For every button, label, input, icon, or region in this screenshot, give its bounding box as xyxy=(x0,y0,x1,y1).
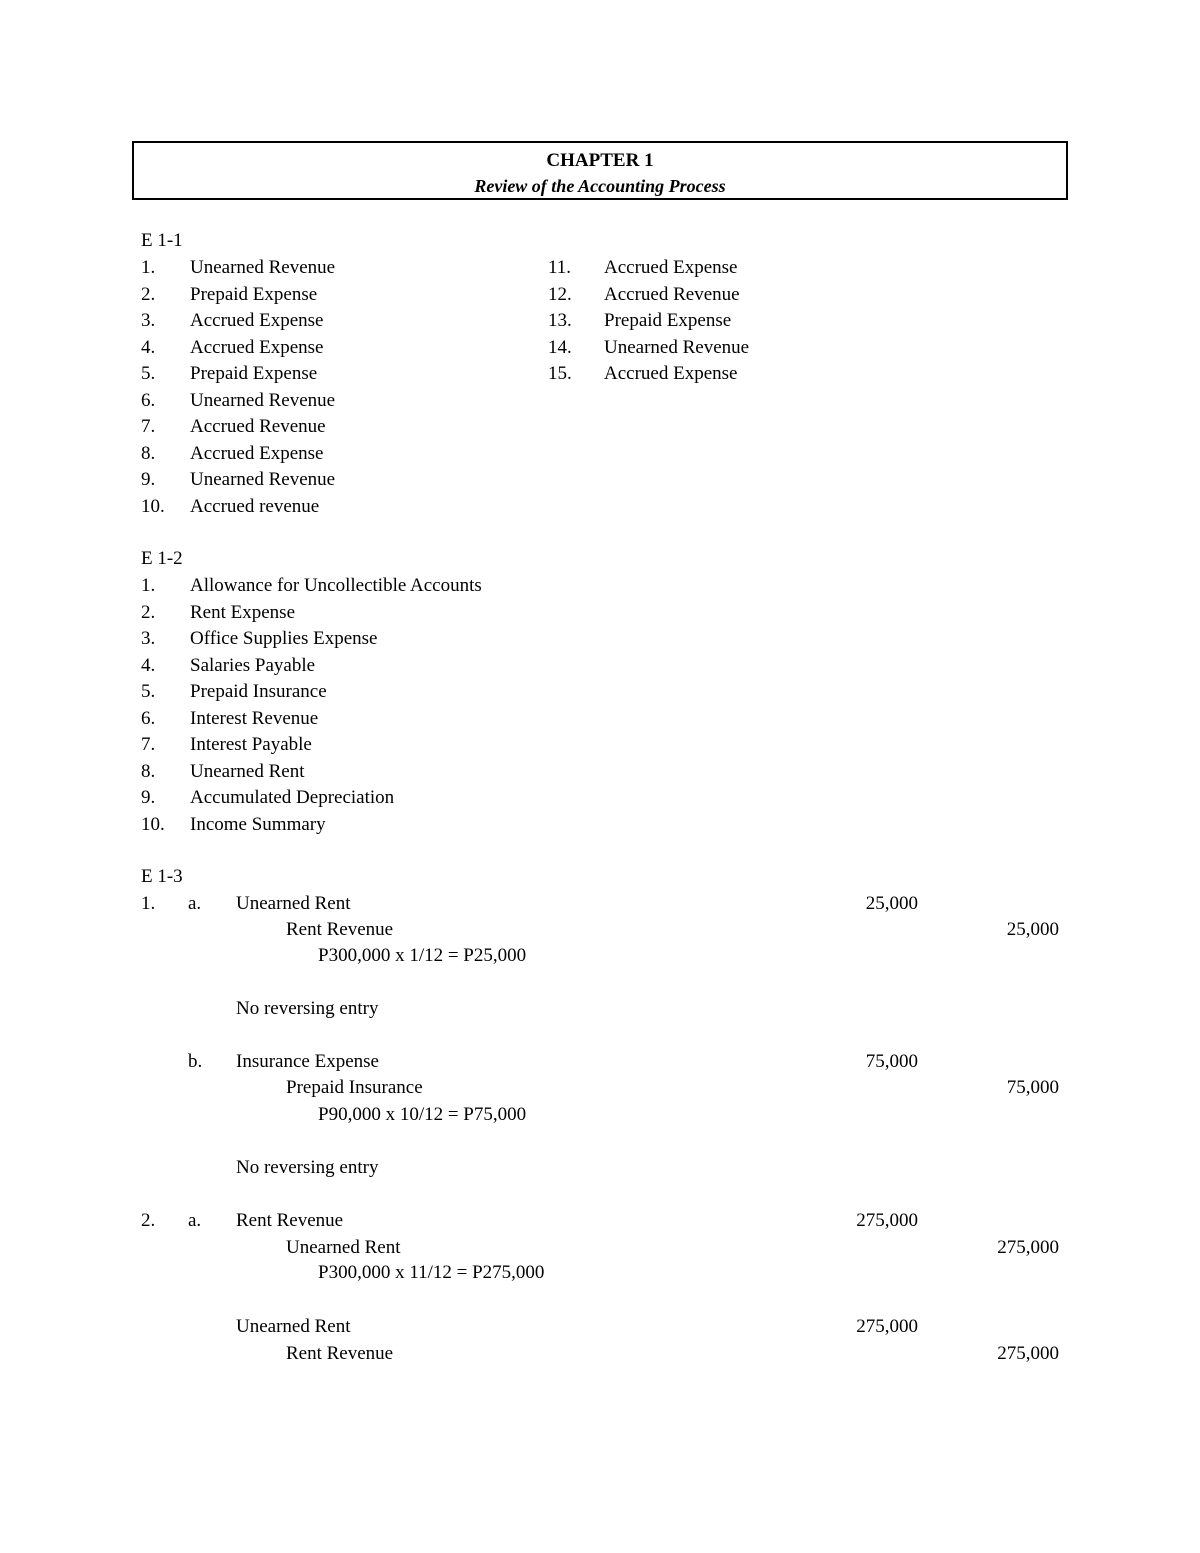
e13-heading: E 1-3 xyxy=(141,866,183,887)
list-item-label: Salaries Payable xyxy=(190,654,316,676)
list-item-label: Accumulated Depreciation xyxy=(190,787,395,808)
list-item-number: 15. xyxy=(548,363,572,384)
list-item-label: Accrued Expense xyxy=(604,257,738,278)
list-item-number: 7. xyxy=(141,734,156,755)
list-item-number: 4. xyxy=(141,654,156,676)
journal-credit-account: Prepaid Insurance xyxy=(286,1077,423,1098)
list-item-label: Prepaid Expense xyxy=(190,363,318,384)
list-item-number: 6. xyxy=(141,389,156,411)
list-item-number: 2. xyxy=(141,601,156,623)
list-item-number: 9. xyxy=(141,469,156,490)
list-item-label: Unearned Revenue xyxy=(190,389,336,411)
list-item-number: 5. xyxy=(141,363,156,384)
list-item-label: Interest Revenue xyxy=(190,707,319,729)
list-item-number: 6. xyxy=(141,707,156,729)
list-item-number: 12. xyxy=(548,283,572,305)
list-item-label: Office Supplies Expense xyxy=(190,628,378,649)
e13-part1b-letter: b. xyxy=(188,1051,203,1072)
list-item-label: Accrued revenue xyxy=(190,495,320,517)
chapter-title: CHAPTER 1 xyxy=(546,150,654,171)
e13-part2-number: 2. xyxy=(141,1210,156,1231)
list-item-label: Prepaid Expense xyxy=(604,310,732,331)
list-item-label: Unearned Rent xyxy=(190,760,305,782)
journal-calculation: P300,000 x 11/12 = P275,000 xyxy=(318,1262,545,1283)
list-item-number: 4. xyxy=(141,336,156,358)
list-item-number: 10. xyxy=(141,495,165,517)
journal-calculation: P90,000 x 10/12 = P75,000 xyxy=(318,1104,527,1125)
e13-part1a-letter: a. xyxy=(188,893,202,914)
list-item-label: Accrued Expense xyxy=(190,442,324,464)
list-item-number: 3. xyxy=(141,310,156,331)
journal-credit-account: Unearned Rent xyxy=(286,1237,401,1258)
journal-debit-account: Insurance Expense xyxy=(236,1051,379,1072)
list-item-label: Prepaid Expense xyxy=(190,283,318,305)
list-item-label: Allowance for Uncollectible Accounts xyxy=(190,575,482,596)
list-item-label: Accrued Expense xyxy=(190,310,324,331)
list-item-label: Unearned Revenue xyxy=(190,257,336,278)
journal-debit-account: Unearned Rent xyxy=(236,1316,351,1337)
list-item-label: Unearned Revenue xyxy=(190,469,336,490)
list-item-number: 7. xyxy=(141,416,156,437)
list-item-number: 2. xyxy=(141,283,156,305)
journal-credit-amount: 275,000 xyxy=(997,1343,1059,1364)
list-item-label: Accrued Expense xyxy=(190,336,324,358)
chapter-subtitle: Review of the Accounting Process xyxy=(474,176,726,196)
journal-note: No reversing entry xyxy=(236,998,379,1019)
journal-credit-amount: 275,000 xyxy=(997,1237,1059,1258)
journal-debit-account: Unearned Rent xyxy=(236,893,351,914)
list-item-label: Income Summary xyxy=(190,813,326,835)
list-item-number: 3. xyxy=(141,628,156,649)
list-item-number: 9. xyxy=(141,787,156,808)
journal-debit-amount: 25,000 xyxy=(865,893,918,914)
chapter-title-box xyxy=(132,141,1068,200)
e12-heading: E 1-2 xyxy=(141,548,183,569)
journal-debit-amount: 275,000 xyxy=(856,1316,918,1337)
journal-debit-amount: 275,000 xyxy=(856,1210,918,1231)
journal-note: No reversing entry xyxy=(236,1157,379,1178)
list-item-label: Accrued Expense xyxy=(604,363,738,384)
list-item-number: 8. xyxy=(141,442,156,464)
journal-credit-amount: 75,000 xyxy=(1006,1077,1059,1098)
list-item-number: 5. xyxy=(141,681,156,702)
e13-part2a-letter: a. xyxy=(188,1210,202,1231)
journal-credit-account: Rent Revenue xyxy=(286,1343,394,1364)
journal-credit-account: Rent Revenue xyxy=(286,919,394,940)
list-item-number: 14. xyxy=(548,336,572,358)
list-item-number: 8. xyxy=(141,760,156,782)
journal-debit-account: Rent Revenue xyxy=(236,1210,344,1231)
list-item-number: 10. xyxy=(141,813,165,835)
journal-calculation: P300,000 x 1/12 = P25,000 xyxy=(318,945,527,966)
list-item-number: 1. xyxy=(141,257,156,278)
list-item-number: 11. xyxy=(548,257,572,278)
journal-credit-amount: 25,000 xyxy=(1006,919,1059,940)
list-item-label: Accrued Revenue xyxy=(190,416,326,437)
e13-part1-number: 1. xyxy=(141,893,156,914)
list-item-label: Prepaid Insurance xyxy=(190,681,327,702)
list-item-label: Unearned Revenue xyxy=(604,336,750,358)
list-item-number: 1. xyxy=(141,575,156,596)
journal-debit-amount: 75,000 xyxy=(865,1051,918,1072)
list-item-label: Accrued Revenue xyxy=(604,283,740,305)
e11-heading: E 1-1 xyxy=(141,230,183,251)
list-item-number: 13. xyxy=(548,310,572,331)
list-item-label: Rent Expense xyxy=(190,601,296,623)
list-item-label: Interest Payable xyxy=(190,734,312,755)
